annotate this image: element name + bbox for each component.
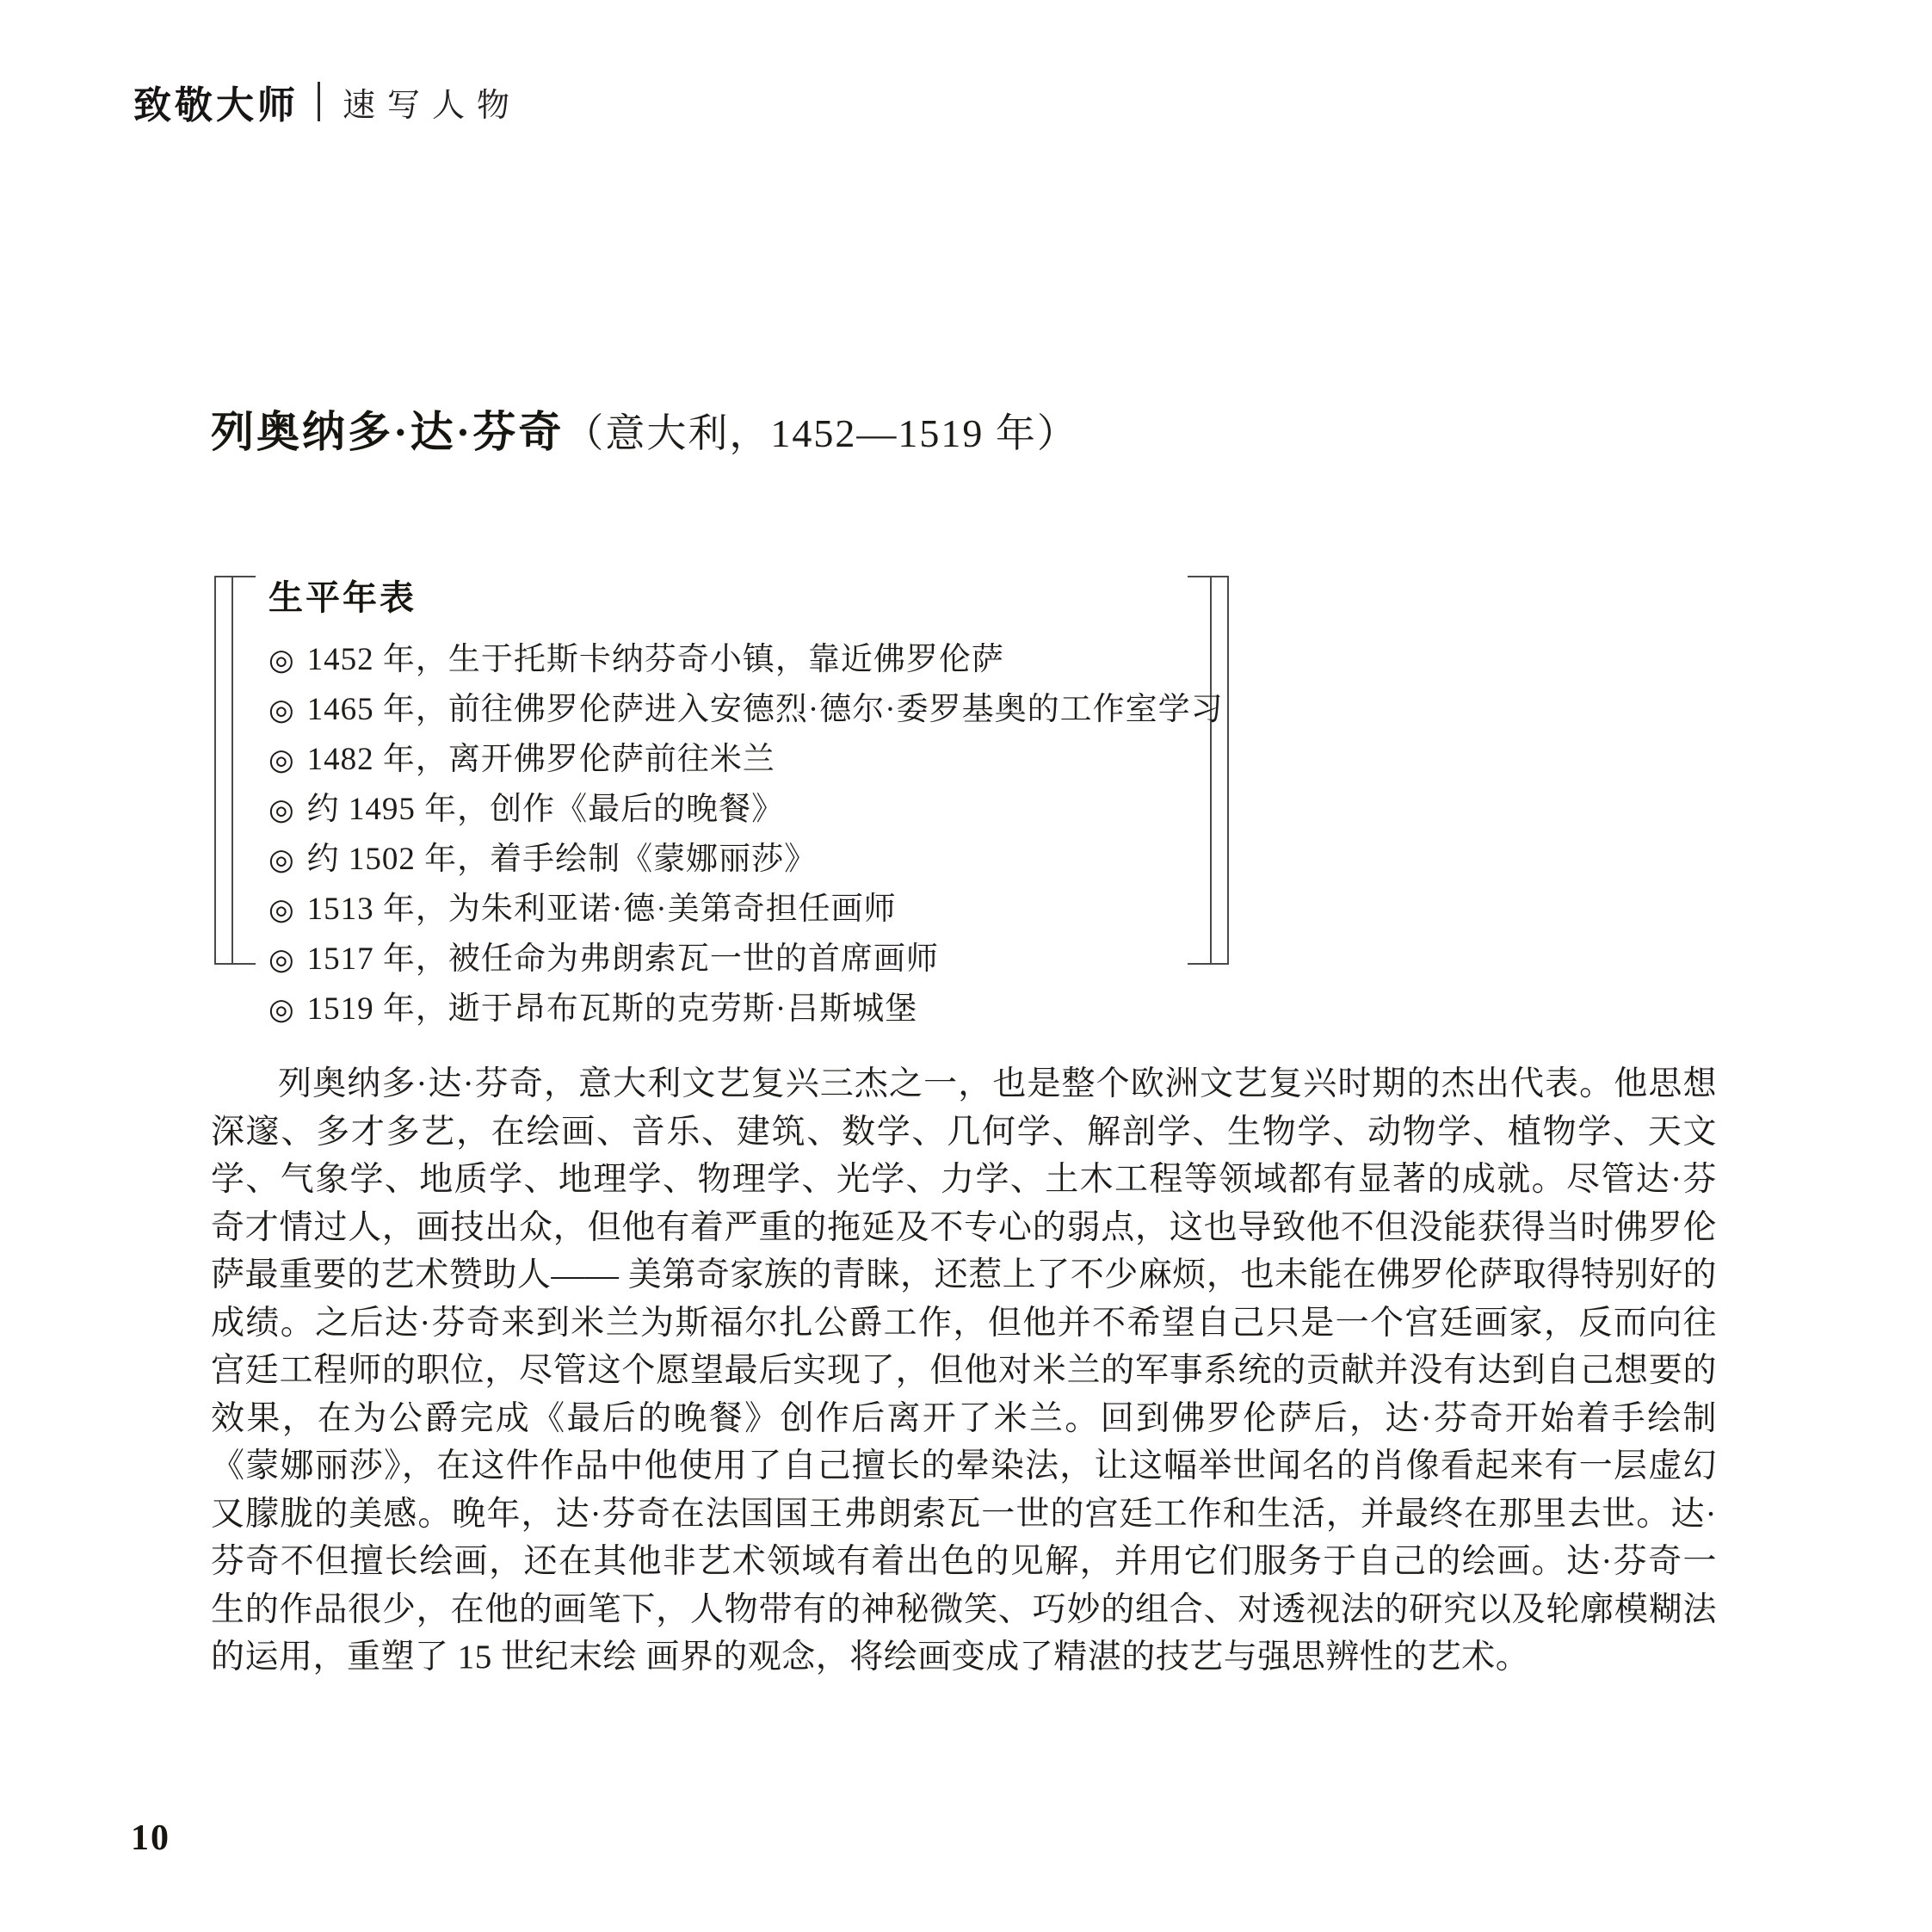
- left-bracket-decoration: [214, 576, 233, 965]
- timeline-item: [269, 935, 1198, 985]
- timeline-item-text: 1465 年，前往佛罗伦萨进入安德烈·德尔·委罗基奥的工作室学习: [306, 692, 1224, 727]
- artist-meta: （意大利，1452—1519 年）: [564, 411, 1078, 455]
- page-number: 10: [131, 1818, 170, 1858]
- bullseye-bullet-icon: ◎: [269, 894, 295, 926]
- header-divider: [318, 82, 320, 121]
- bullseye-bullet-icon: ◎: [269, 744, 295, 776]
- timeline-item-text: 1519 年，逝于昂布瓦斯的克劳斯·吕斯城堡: [306, 991, 918, 1027]
- timeline-item: [269, 735, 1198, 785]
- timeline-item-text: 约 1495 年，创作《最后的晚餐》: [306, 792, 785, 827]
- timeline-item: [269, 835, 1198, 885]
- running-header: [133, 74, 522, 129]
- bullseye-bullet-icon: ◎: [269, 844, 295, 876]
- series-title: 致敬大师: [133, 84, 299, 127]
- timeline-heading: 生平年表: [269, 578, 417, 617]
- biography-paragraph: 列奥纳多·达·芬奇，意大利文艺复兴三杰之一，也是整个欧洲文艺复兴时期的杰出代表。他思想深邃、多才多艺，在绘画、音乐、建筑、数学、几何学、解剖学、生物学、动物学、植物学、天文学、气象学、地质学、地理学、物理学、光学、力学、土木工程等领域都有显著的成就。尽管达·芬奇才情过人，画技出众，但他有着严重的拖延及不专心的弱点，这也导致他不但没能获得当时佛罗伦萨最重要的艺术赞助人—— 美第奇家族的青睐，还惹上了不少麻烦，也未能在佛罗伦萨取得特别好的成绩。之后达·芬奇来到米兰为斯福尔扎公爵工作，但他并不希望自己只是一个宫廷画家，反而向往宫廷工程师的职位，尽管这个愿望最后实现了，但他对米兰的军事系统的贡献并没有达到自己想要的效果，在为公爵完成《最后的晚餐》创作后离开了米兰。回到佛罗伦萨后，达·芬奇开始着手绘制《蒙娜丽莎》，在这件作品中他使用了自己擅长的晕染法，让这幅举世闻名的肖像看起来有一层虚幻又朦胧的美感。晚年，达·芬奇在法国国王弗朗索瓦一世的宫廷工作和生活，并最终在那里去世。达·芬奇不但擅长绘画，还在其他非艺术领域有着出色的见解，并用它们服务于自己的绘画。达·芬奇一生的作品很少，在他的画笔下，人物带有的神秘微笑、巧妙的组合、对透视法的研究以及轮廓模糊法的运用，重塑了 15 世纪末绘 画界的观念，将绘画变成了精湛的技艺与强思辨性的艺术。: [211, 1065, 1717, 1676]
- timeline-item: [269, 885, 1198, 935]
- article-title: [211, 398, 1078, 460]
- right-bracket-decoration: [1210, 576, 1229, 965]
- section-title: 速写人物: [343, 87, 522, 124]
- artist-name: 列奥纳多·达·芬奇: [211, 408, 565, 456]
- timeline-list: [269, 635, 1224, 1034]
- bullseye-bullet-icon: ◎: [269, 944, 295, 976]
- timeline-box: [211, 564, 1231, 1027]
- timeline-content: [269, 571, 1224, 1034]
- timeline-item: [269, 685, 1224, 735]
- timeline-item-text: 1452 年，生于托斯卡纳芬奇小镇，靠近佛罗伦萨: [306, 642, 1004, 677]
- bullseye-bullet-icon: ◎: [269, 794, 295, 826]
- timeline-item-text: 1517 年，被任命为弗朗索瓦一世的首席画师: [306, 941, 939, 977]
- timeline-item: [269, 985, 1198, 1034]
- bullseye-bullet-icon: ◎: [269, 694, 295, 726]
- timeline-item-text: 约 1502 年，着手绘制《蒙娜丽莎》: [306, 842, 818, 877]
- timeline-item: [269, 635, 1198, 685]
- timeline-item-text: 1482 年，离开佛罗伦萨前往米兰: [306, 742, 775, 777]
- bullseye-bullet-icon: ◎: [269, 994, 295, 1026]
- bullseye-bullet-icon: ◎: [269, 645, 295, 676]
- timeline-item-text: 1513 年，为朱利亚诺·德·美第奇担任画师: [306, 892, 897, 927]
- timeline-item: [269, 785, 1198, 835]
